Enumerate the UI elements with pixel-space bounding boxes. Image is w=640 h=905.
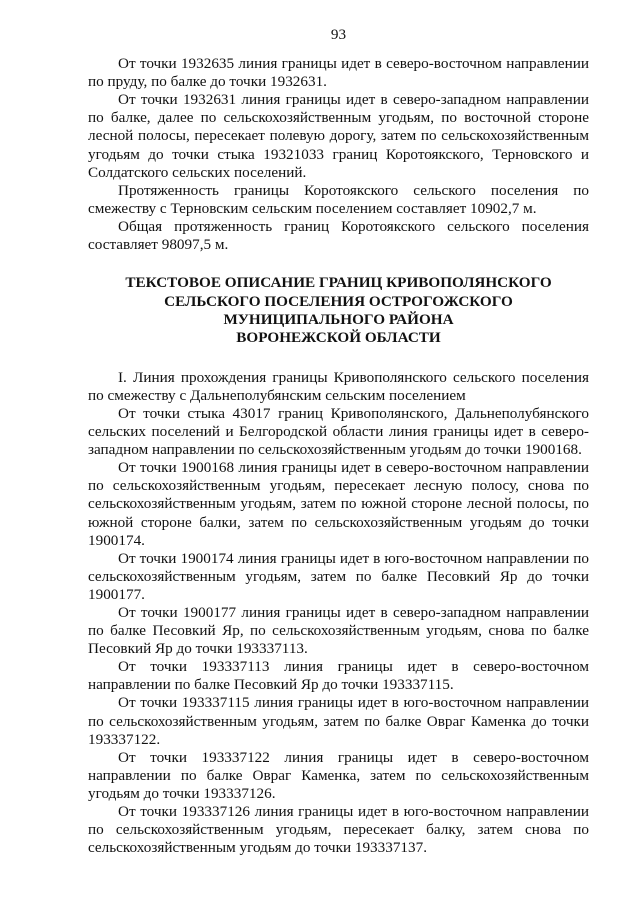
paragraph: От точки 193337126 линия границы идет в юго-восточном направлении по сельскохозяйственным угодьям, пересекает балку, затем снова по сельскохозяйственным угодьям до точки 193337137. — [88, 803, 589, 857]
paragraph: От точки 1900168 линия границы идет в северо-восточном направлении по сельскохозяйственным угодьям, пересекает лесную полосу, снова по сельскохозяйственным угодьям, затем по южной стороне лесной полосы, по южной стороне балки, затем по сельскохозяйственным угодьям до точки 1900174. — [88, 459, 589, 549]
section-title-line: ТЕКСТОВОЕ ОПИСАНИЕ ГРАНИЦ КРИВОПОЛЯНСКОГО — [125, 274, 552, 292]
page-number: 93 — [330, 26, 347, 43]
paragraph: От точки 193337113 линия границы идет в северо-восточном направлении по балке Песовкий Яр до точки 193337115. — [88, 658, 589, 694]
section-title-line: СЕЛЬСКОГО ПОСЕЛЕНИЯ ОСТРОГОЖСКОГО — [164, 292, 513, 310]
spacer — [88, 254, 589, 274]
section-title-line: МУНИЦИПАЛЬНОГО РАЙОНА — [223, 310, 454, 328]
section-title-line: ВОРОНЕЖСКОЙ ОБЛАСТИ — [236, 329, 441, 347]
section-heading-paragraph: I. Линия прохождения границы Кривополянского сельского поселения по смежеству с Дальнеполубянским сельским поселением — [88, 368, 589, 404]
paragraph: От точки 1900174 линия границы идет в юго-восточном направлении по сельскохозяйственным угодьям, затем по балке Песовкий Яр до точки 1900177. — [88, 549, 589, 603]
paragraph: От точки 1900177 линия границы идет в северо-западном направлении по балке Песовкий Яр, по сельскохозяйственным угодьям, снова по балке Песовкий Яр до точки 193337113. — [88, 603, 589, 658]
document-page — [88, 26, 589, 857]
paragraph: От точки 193337122 линия границы идет в северо-восточном направлении по балке Овраг Каменка, затем по сельскохозяйственным угодьям до точки 193337126. — [88, 748, 589, 802]
section-title — [88, 274, 589, 348]
paragraph: От точки стыка 43017 границ Кривополянского, Дальнеполубянского сельских поселений и Белгородской области линия границы идет в северо-западном направлении по сельскохозяйственным угодьям до точки 1900168. — [88, 404, 589, 459]
paragraph: Протяженность границы Коротоякского сельского поселения по смежеству с Терновским сельским поселением составляет 10902,7 м. — [88, 181, 589, 217]
paragraph: От точки 1932631 линия границы идет в северо-западном направлении по балке, далее по сельскохозяйственным угодьям, по восточной стороне лесной полосы, пересекает полевую дорогу, затем по сельскохозяйственным угодьям до точки стыка 19321033 границ Коротоякского, Терновского и Солдатского сельских поселений. — [88, 91, 589, 181]
paragraph: Общая протяженность границ Коротоякского сельского поселения составляет 98097,5 м. — [88, 217, 589, 254]
spacer — [88, 348, 589, 369]
paragraph: От точки 193337115 линия границы идет в юго-восточном направлении по сельскохозяйственным угодьям, затем по балке Овраг Каменка до точки 193337122. — [88, 694, 589, 748]
paragraph: От точки 1932635 линия границы идет в северо-восточном направлении по пруду, по балке до точки 1932631. — [88, 55, 589, 91]
